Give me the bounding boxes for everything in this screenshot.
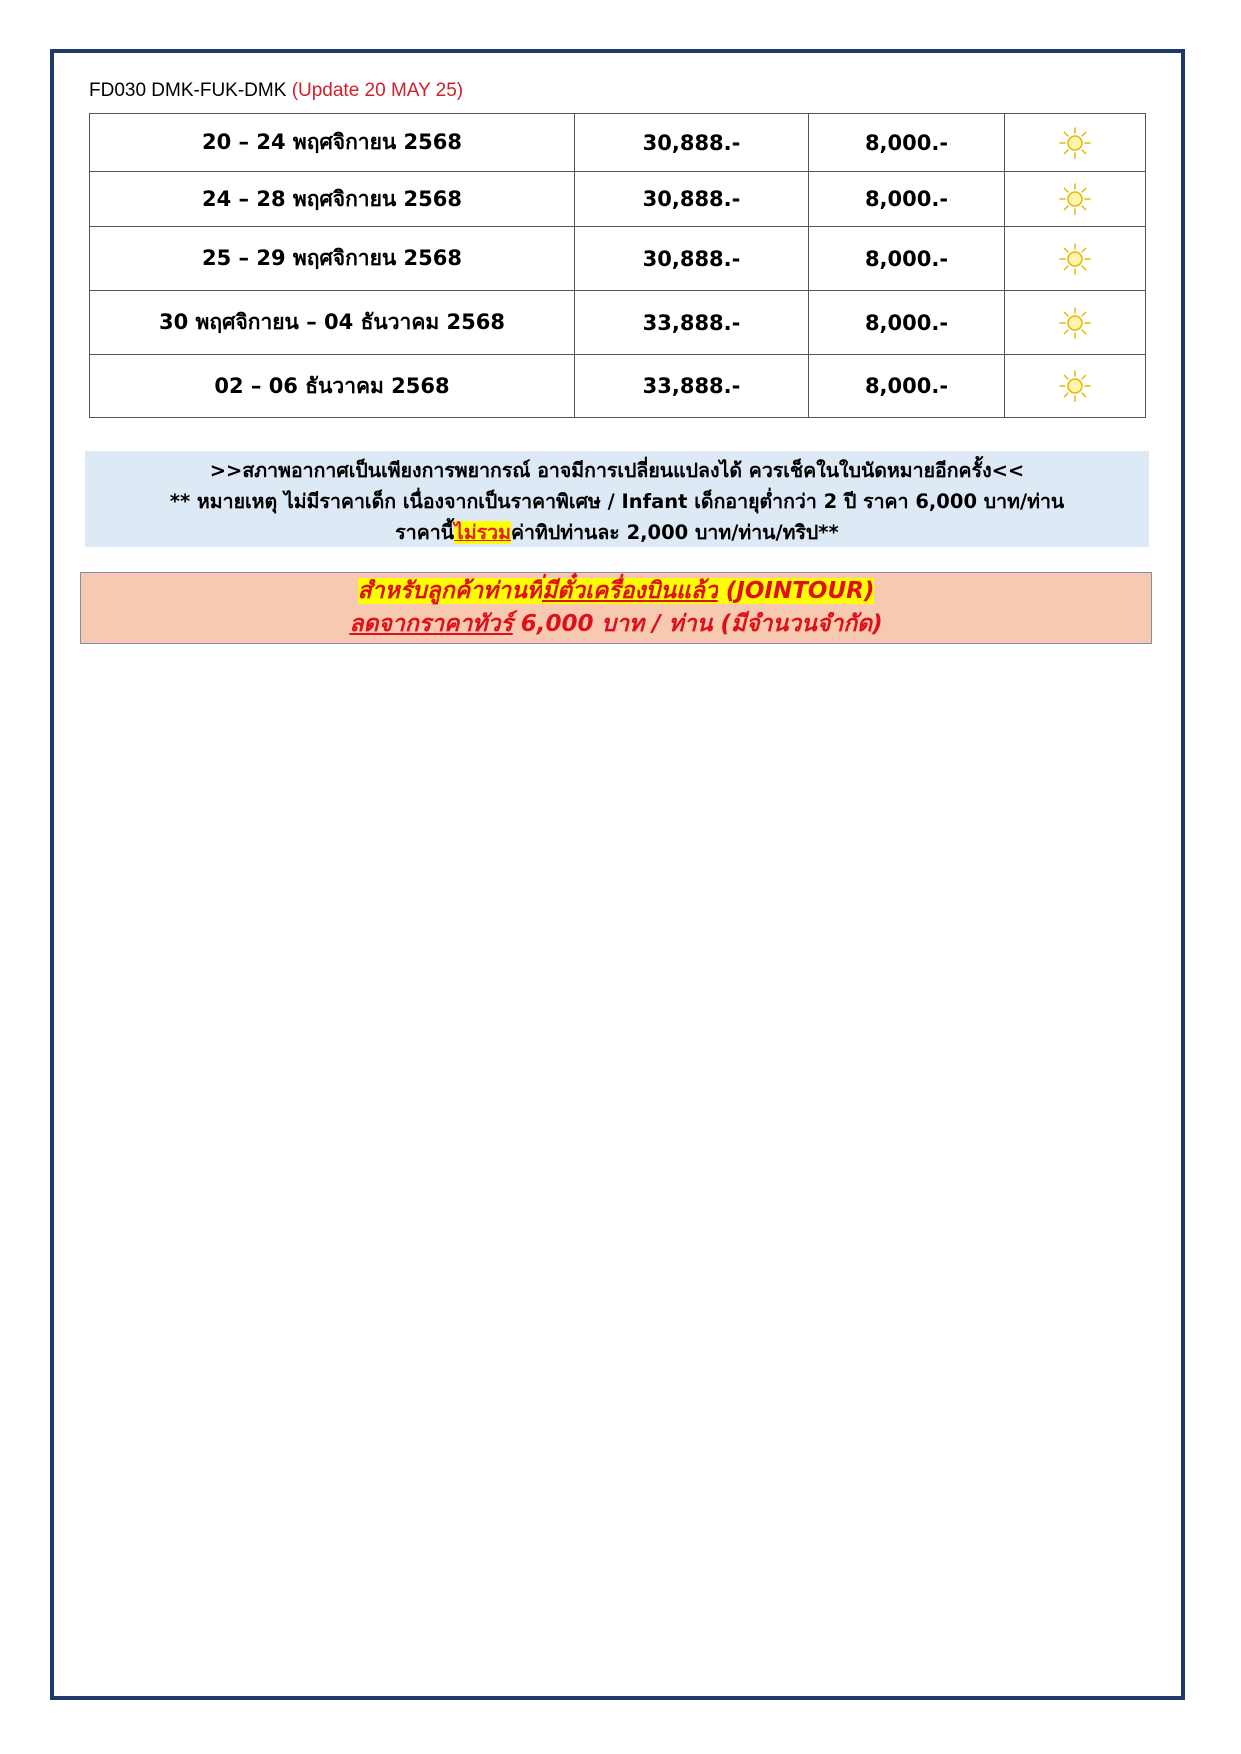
remarks-box — [85, 451, 1149, 547]
weather-cell — [1005, 227, 1146, 291]
sun-icon — [1058, 306, 1092, 340]
document-header — [89, 80, 463, 102]
tour-price: 30,888.- — [575, 114, 809, 172]
child-price-note: ** หมายเหตุ ไม่มีราคาเด็ก เนื่องจากเป็นราคาพิเศษ / Infant เด็กอายุต่ำกว่า 2 ปี ราคา 6,000 บาท/ท่าน — [169, 490, 1065, 513]
travel-date: 20 – 24 พฤศจิกายน 2568 — [90, 114, 575, 172]
tip-note — [85, 517, 1149, 548]
not-included-highlight: ไม่รวม — [454, 521, 511, 544]
single-supplement: 8,000.- — [809, 172, 1005, 227]
promo-line-2a: ลดจากราคาทัวร์ — [349, 611, 513, 637]
promo-line-2 — [81, 608, 1151, 641]
travel-date: 25 – 29 พฤศจิกายน 2568 — [90, 227, 575, 291]
travel-date: 30 พฤศจิกายน – 04 ธันวาคม 2568 — [90, 291, 575, 355]
tip-note-post: ค่าทิปท่านละ 2,000 บาท/ท่าน/ทริป** — [511, 521, 839, 544]
sun-icon — [1058, 369, 1092, 403]
tour-price: 33,888.- — [575, 291, 809, 355]
promo-line-1a: สำหรับลูกค้าท่านที่ — [357, 578, 542, 604]
weather-disclaimer: >>สภาพอากาศเป็นเพียงการพยากรณ์ อาจมีการเปลี่ยนแปลงได้ ควรเช็คในใบนัดหมายอีกครั้ง<< — [209, 459, 1025, 482]
price-table — [89, 113, 1146, 418]
tour-price: 30,888.- — [575, 172, 809, 227]
table-row — [90, 114, 1146, 172]
promo-line-1c: (JOINTOUR) — [717, 578, 875, 604]
tour-price: 30,888.- — [575, 227, 809, 291]
single-supplement: 8,000.- — [809, 227, 1005, 291]
tour-price: 33,888.- — [575, 355, 809, 418]
weather-cell — [1005, 291, 1146, 355]
table-row — [90, 355, 1146, 418]
travel-date: 24 – 28 พฤศจิกายน 2568 — [90, 172, 575, 227]
table-row — [90, 291, 1146, 355]
sun-icon — [1058, 242, 1092, 276]
tour-code: FD030 DMK-FUK-DMK — [89, 80, 292, 101]
travel-date: 02 – 06 ธันวาคม 2568 — [90, 355, 575, 418]
single-supplement: 8,000.- — [809, 355, 1005, 418]
update-date: (Update 20 MAY 25) — [291, 80, 464, 101]
sun-icon — [1058, 182, 1092, 216]
weather-cell — [1005, 114, 1146, 172]
promo-line-1b: มีตั๋วเครื่องบินแล้ว — [541, 578, 718, 604]
promo-line-1 — [81, 575, 1151, 608]
weather-cell — [1005, 172, 1146, 227]
table-row — [90, 227, 1146, 291]
promo-line-2b: 6,000 บาท / ท่าน (มีจำนวนจำกัด) — [512, 611, 883, 637]
sun-icon — [1058, 126, 1092, 160]
tip-note-pre: ราคานี้ — [395, 521, 455, 544]
weather-cell — [1005, 355, 1146, 418]
single-supplement: 8,000.- — [809, 291, 1005, 355]
single-supplement: 8,000.- — [809, 114, 1005, 172]
table-row — [90, 172, 1146, 227]
jointour-promo-box — [80, 572, 1152, 644]
